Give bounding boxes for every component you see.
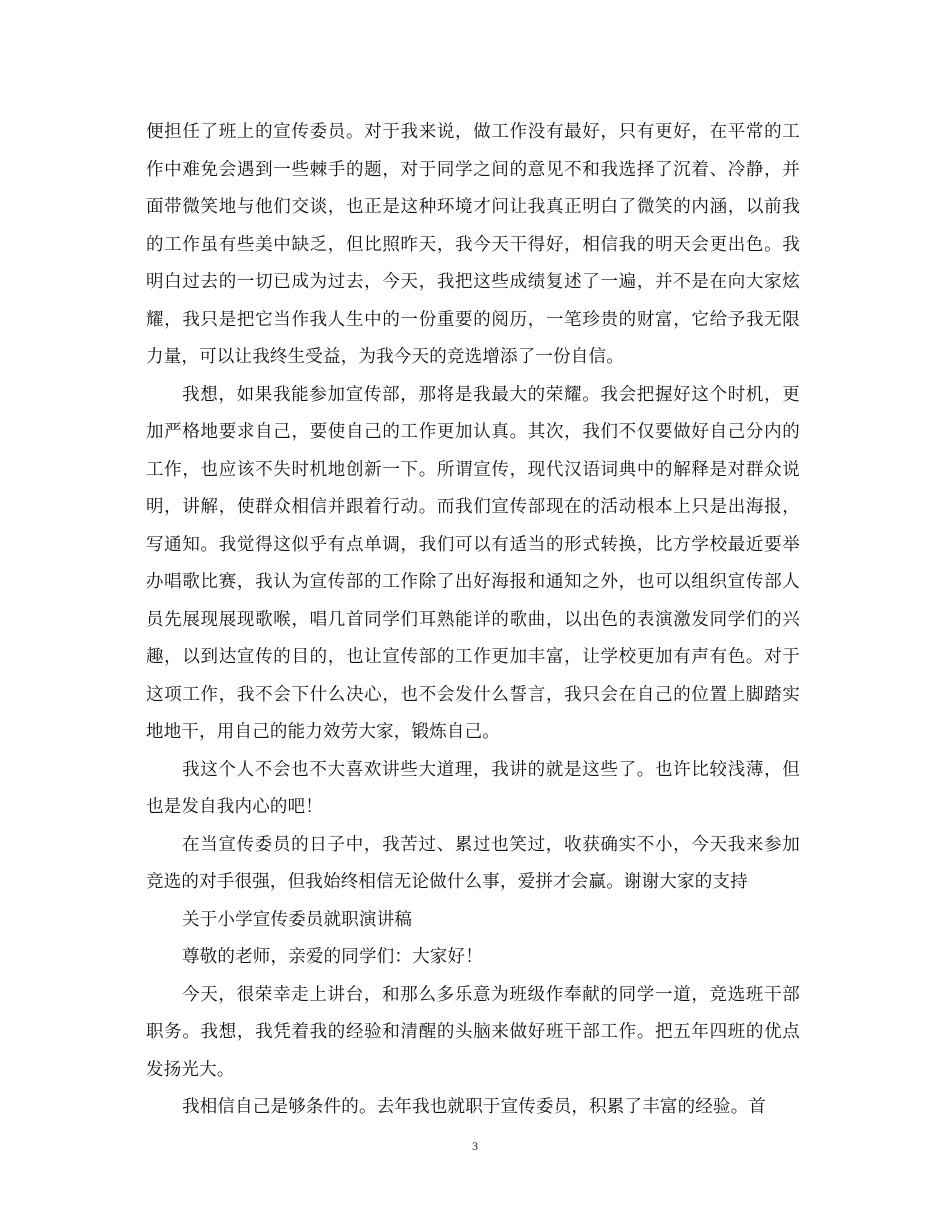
section-heading: 关于小学宣传委员就职演讲稿 xyxy=(182,909,413,930)
paragraph-4: 在当宣传委员的日子中，我苦过、累过也笑过，收获确实不小，今天我来参加竞选的对手很强，但我始终相信无论做什么事，爱拼才会赢。谢谢大家的支持 xyxy=(146,834,800,892)
paragraph-1: 便担任了班上的宣传委员。对于我来说，做工作没有最好，只有更好，在平常的工作中难免会遇到一些棘手的题，对于同学之间的意见不和我选择了沉着、冷静，并面带微笑地与他们交谈，也正是这种环境才问让我真正明白了微笑的内涵，以前我的工作虽有些美中缺乏，但比照昨天，我今天干得好，相信我的明天会更出色。我明白过去的一切已成为过去，今天，我把这些成绩复述了一遍，并不是在向大家炫耀，我只是把它当作我人生中的一份重要的阅历，一笔珍贵的财富，它给予我无限力量，可以让我终生受益，为我今天的竞选增添了一份自信。 xyxy=(146,122,800,367)
page-number: 3 xyxy=(472,1139,478,1153)
paragraph-2: 我想，如果我能参加宣传部，那将是我最大的荣耀。我会把握好这个时机，更加严格地要求自己，要使自己的工作更加认真。其次，我们不仅要做好自己分内的工作，也应该不失时机地创新一下。所谓宣传，现代汉语词典中的解释是对群众说明，讲解，使群众相信并跟着行动。而我们宣传部现在的活动根本上只是出海报，写通知。我觉得这似乎有点单调，我们可以有适当的形式转换，比方学校最近要举办唱歌比赛，我认为宣传部的工作除了出好海报和通知之外，也可以组织宣传部人员先展现展现歌喉，唱几首同学们耳熟能详的歌曲，以出色的表演激发同学们的兴趣，以到达宣传的目的，也让宣传部的工作更加丰富，让学校更加有声有色。对于这项工作，我不会下什么决心，也不会发什么誓言，我只会在自己的位置上脚踏实地地干，用自己的能力效劳大家，锻炼自己。 xyxy=(146,384,800,742)
paragraph-3: 我这个人不会也不大喜欢讲些大道理，我讲的就是这些了。也许比较浅薄，但也是发自我内心的吧！ xyxy=(146,759,800,817)
document-body xyxy=(146,114,800,1127)
greeting-line: 尊敬的老师，亲爱的同学们：大家好！ xyxy=(182,947,483,967)
paragraph-8: 我相信自己是够条件的。去年我也就职于宣传委员，积累了丰富的经验。首 xyxy=(182,1097,767,1117)
paragraph-7: 今天，很荣幸走上讲台，和那么多乐意为班级作奉献的同学一道，竞选班干部职务。我想，我凭着我的经验和清醒的头脑来做好班干部工作。把五年四班的优点发扬光大。 xyxy=(146,984,800,1080)
